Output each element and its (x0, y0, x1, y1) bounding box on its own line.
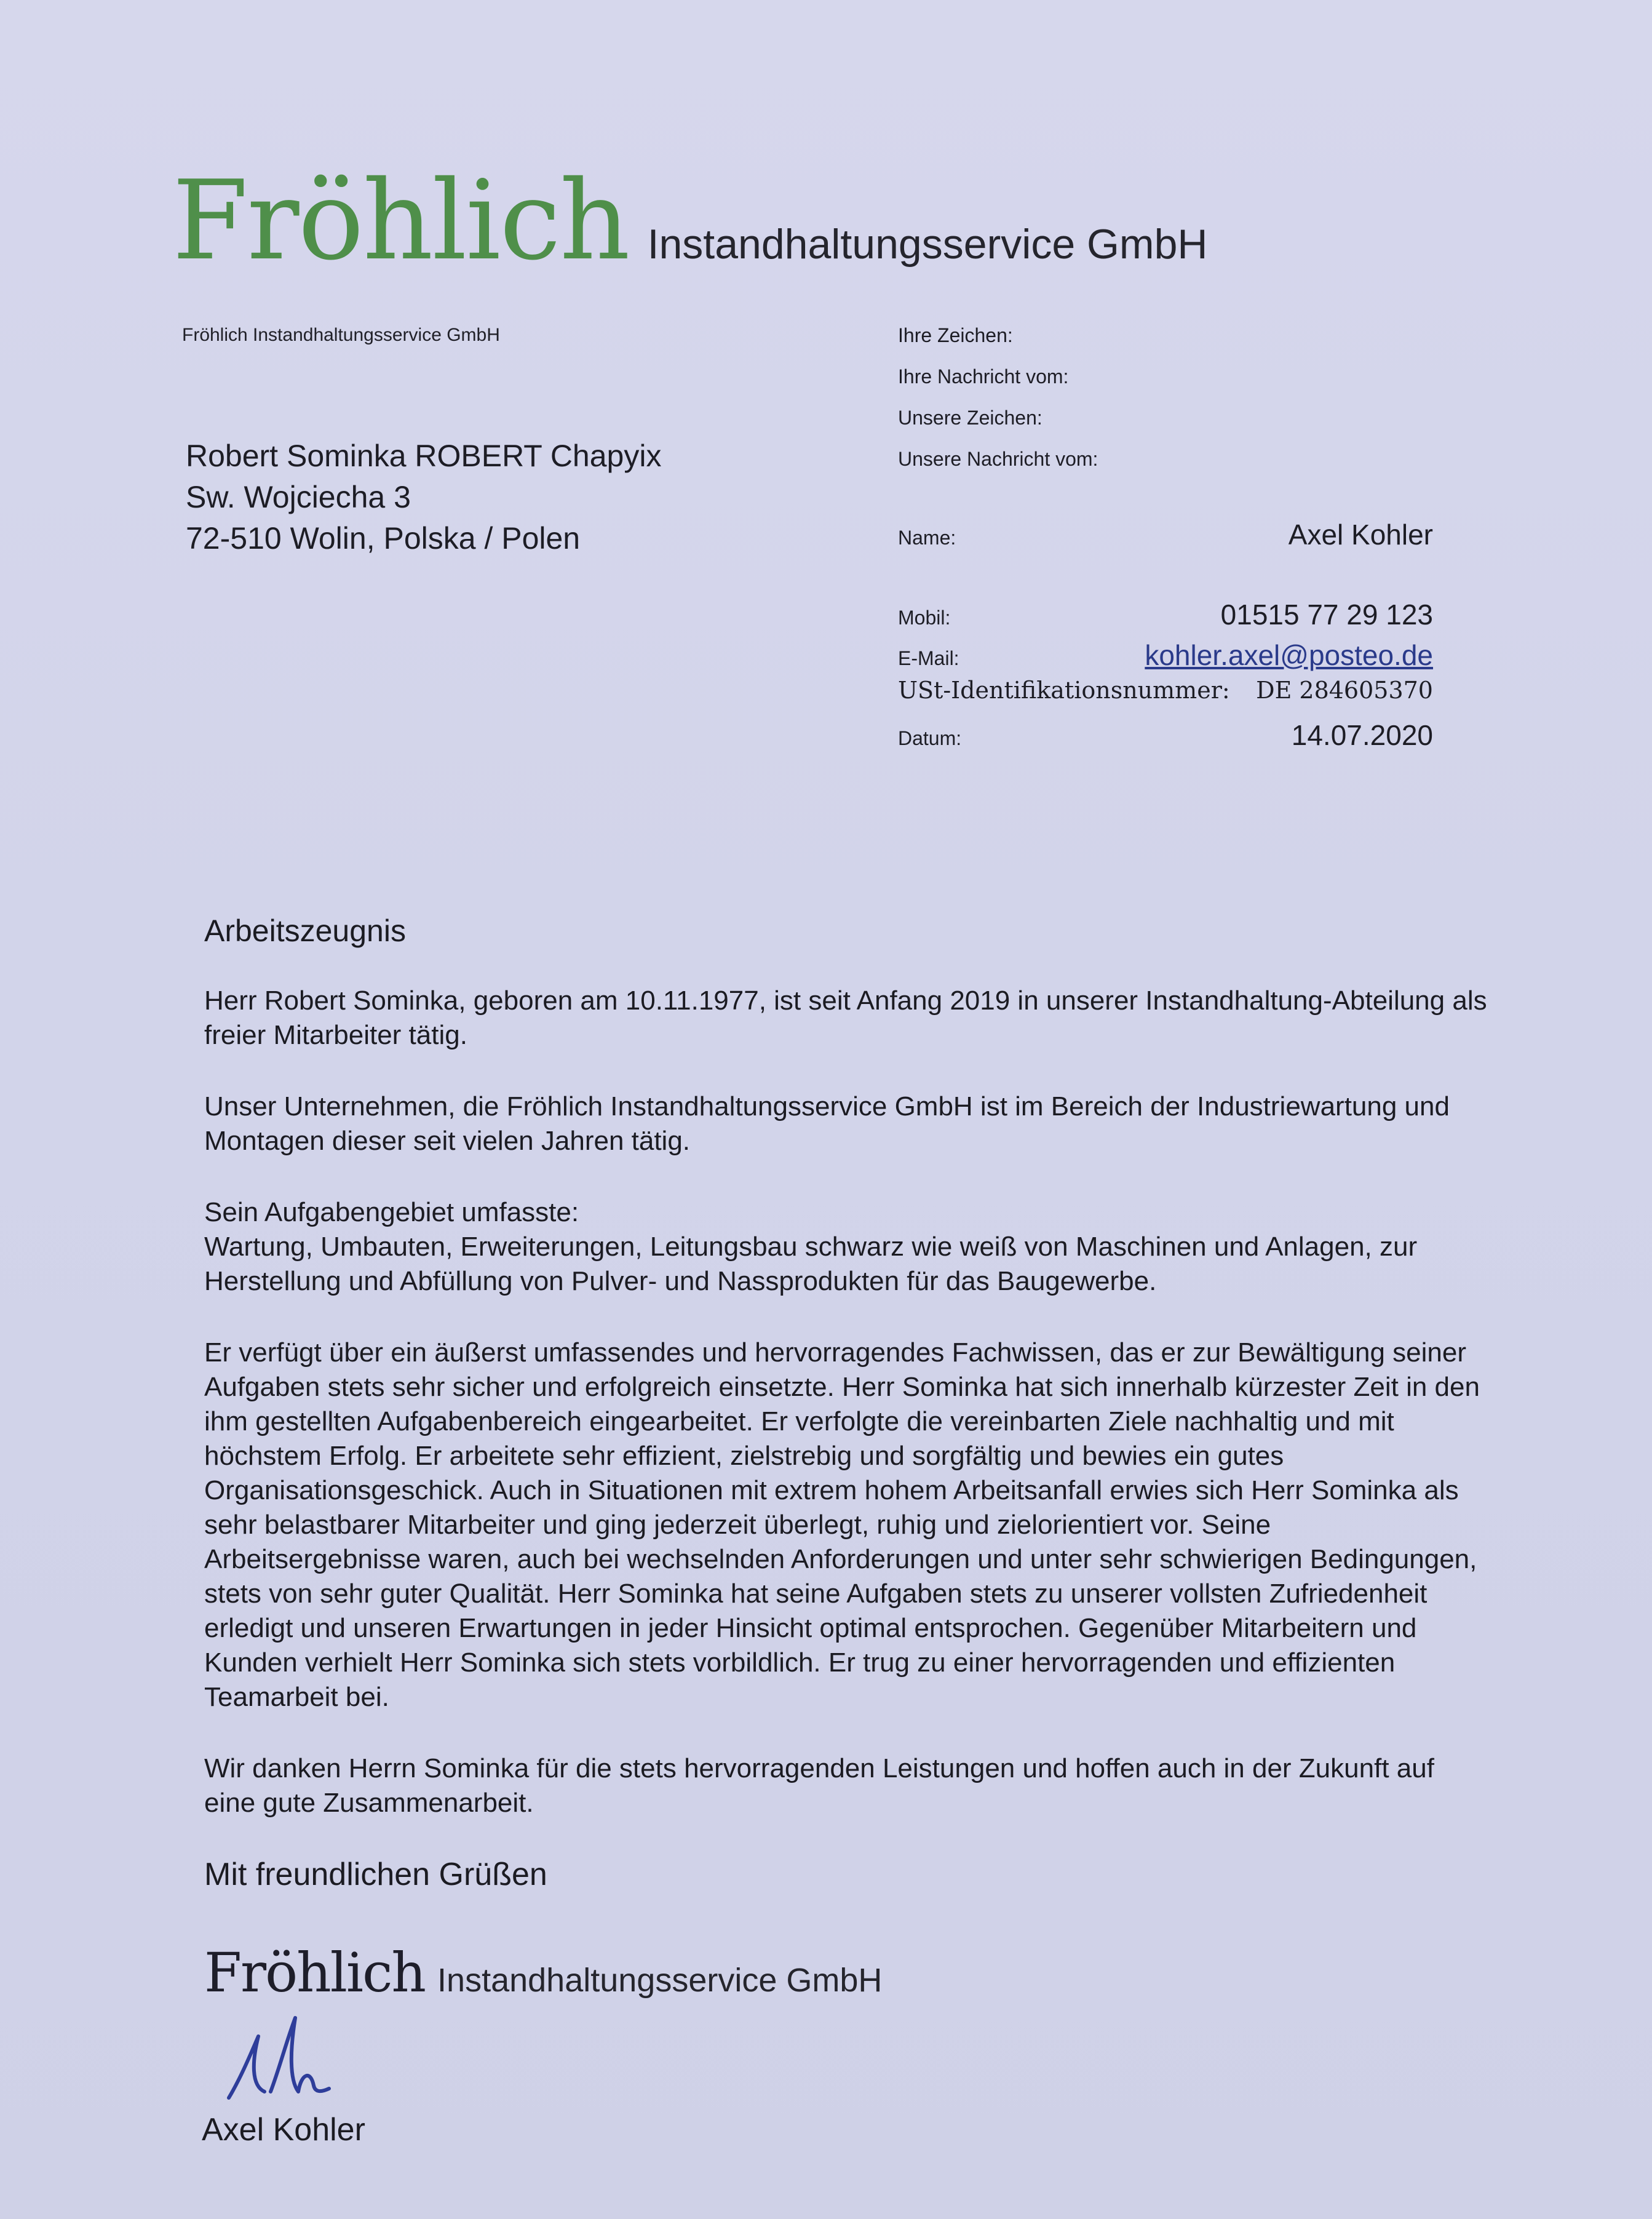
name-value: Axel Kohler (1288, 519, 1433, 551)
mobil-value: 01515 77 29 123 (1220, 599, 1433, 631)
ust-row (898, 677, 1433, 704)
reference-info-block (898, 320, 1433, 751)
unsere-zeichen-label: Unsere Zeichen: (898, 407, 1042, 429)
letter-subject: Arbeitszeugnis (204, 914, 406, 948)
paragraph-intro: Herr Robert Sominka, geboren am 10.11.1977, ist seit Anfang 2019 in unserer Instandhaltung-Abteilung als freier Mitarbeiter tätig. (204, 986, 1487, 1050)
mobil-label: Mobil: (898, 607, 951, 629)
recipient-street: Sw. Wojciecha 3 (186, 480, 411, 514)
tasks-body: Wartung, Umbauten, Erweiterungen, Leitungsbau schwarz wie weiß von Maschinen und Anlagen, zur Herstellung und Abfüllung von Pulver- und Nassprodukten für das Baugewerbe. (204, 1232, 1418, 1296)
paragraph-tasks (204, 1195, 1490, 1299)
recipient-name: Robert Sominka ROBERT Chapyix (186, 439, 662, 473)
paragraph-evaluation: Er verfügt über ein äußerst umfassendes und hervorragendes Fachwissen, das er zur Bewältigung seiner Aufgaben stets sehr sicher und erfolgreich einsetzte. Herr Sominka hat sich innerhalb kürzester Zeit in den ihm gestellten Aufgabenbereich eingearbeitet. Er verfolgte die vereinbarten Ziele nachhaltig und mit höchstem Erfolg. Er arbeitete sehr effizient, zielstrebig und sorgfältig und bewies ein gutes Organisationsgeschick. Auch in Situationen mit extrem hohem Arbeitsanfall erwies sich Herr Sominka als sehr belastbarer Mitarbeiter und ging jederzeit überlegt, ruhig und zielorientiert vor. Seine Arbeitsergebnisse waren, auch bei wechselnden Anforderungen und unter sehr schwierigen Bedingungen, stets von sehr guter Qualität. Herr Sominka hat seine Aufgaben stets zu unserer vollsten Zufriedenheit erledigt und unseren Erwartungen in jeder Hinsicht optimal entsprochen. Gegenüber Mitarbeitern und Kunden verhielt Herr Sominka sich stets vorbildlich. Er trug zu einer hervorragenden und effizienten Teamarbeit bei. (204, 1337, 1480, 1712)
name-label: Name: (898, 527, 956, 549)
paragraph-company: Unser Unternehmen, die Fröhlich Instandhaltungsservice GmbH ist im Bereich der Industriewartung und Montagen dieser seit vielen Jahren tätig. (204, 1091, 1450, 1156)
datum-value: 14.07.2020 (1291, 719, 1433, 751)
closing-greeting: Mit freundlichen Grüßen (204, 1857, 547, 1892)
letter-body (204, 914, 1490, 1892)
ust-value: DE 284605370 (1256, 677, 1433, 704)
signature-company-suffix: Instandhaltungsservice GmbH (437, 1962, 883, 1999)
datum-row (898, 719, 1433, 752)
datum-label: Datum: (898, 727, 962, 749)
tasks-intro: Sein Aufgabengebiet umfasste: (204, 1197, 579, 1227)
signature-logo-word: Fröhlich (204, 1941, 426, 2004)
mobil-row (898, 598, 1433, 631)
recipient-city: 72-510 Wolin, Polska / Polen (186, 521, 581, 556)
company-name-suffix: Instandhaltungsservice GmbH (647, 221, 1208, 268)
ust-label: USt-Identifikationsnummer: (898, 677, 1230, 704)
letterhead (172, 157, 1208, 284)
ihre-nachricht-label: Ihre Nachricht vom: (898, 365, 1069, 388)
name-row (898, 518, 1433, 551)
unsere-nachricht-label: Unsere Nachricht vom: (898, 448, 1098, 470)
sender-return-line: Fröhlich Instandhaltungsservice GmbH (182, 325, 500, 345)
recipient-address (186, 436, 661, 559)
company-logo-word: Fröhlich (172, 157, 629, 284)
email-label: E-Mail: (898, 647, 959, 669)
ihre-zeichen-label: Ihre Zeichen: (898, 324, 1013, 346)
signature-company (204, 1941, 882, 2004)
paragraph-thanks: Wir danken Herrn Sominka für die stets hervorragenden Leistungen und hoffen auch in der Zukunft auf eine gute Zusammenarbeit. (204, 1753, 1434, 1818)
signer-name: Axel Kohler (202, 2112, 365, 2148)
email-row (898, 639, 1433, 672)
handwritten-signature (221, 1999, 357, 2110)
email-link[interactable]: kohler.axel@posteo.de (1145, 639, 1433, 671)
